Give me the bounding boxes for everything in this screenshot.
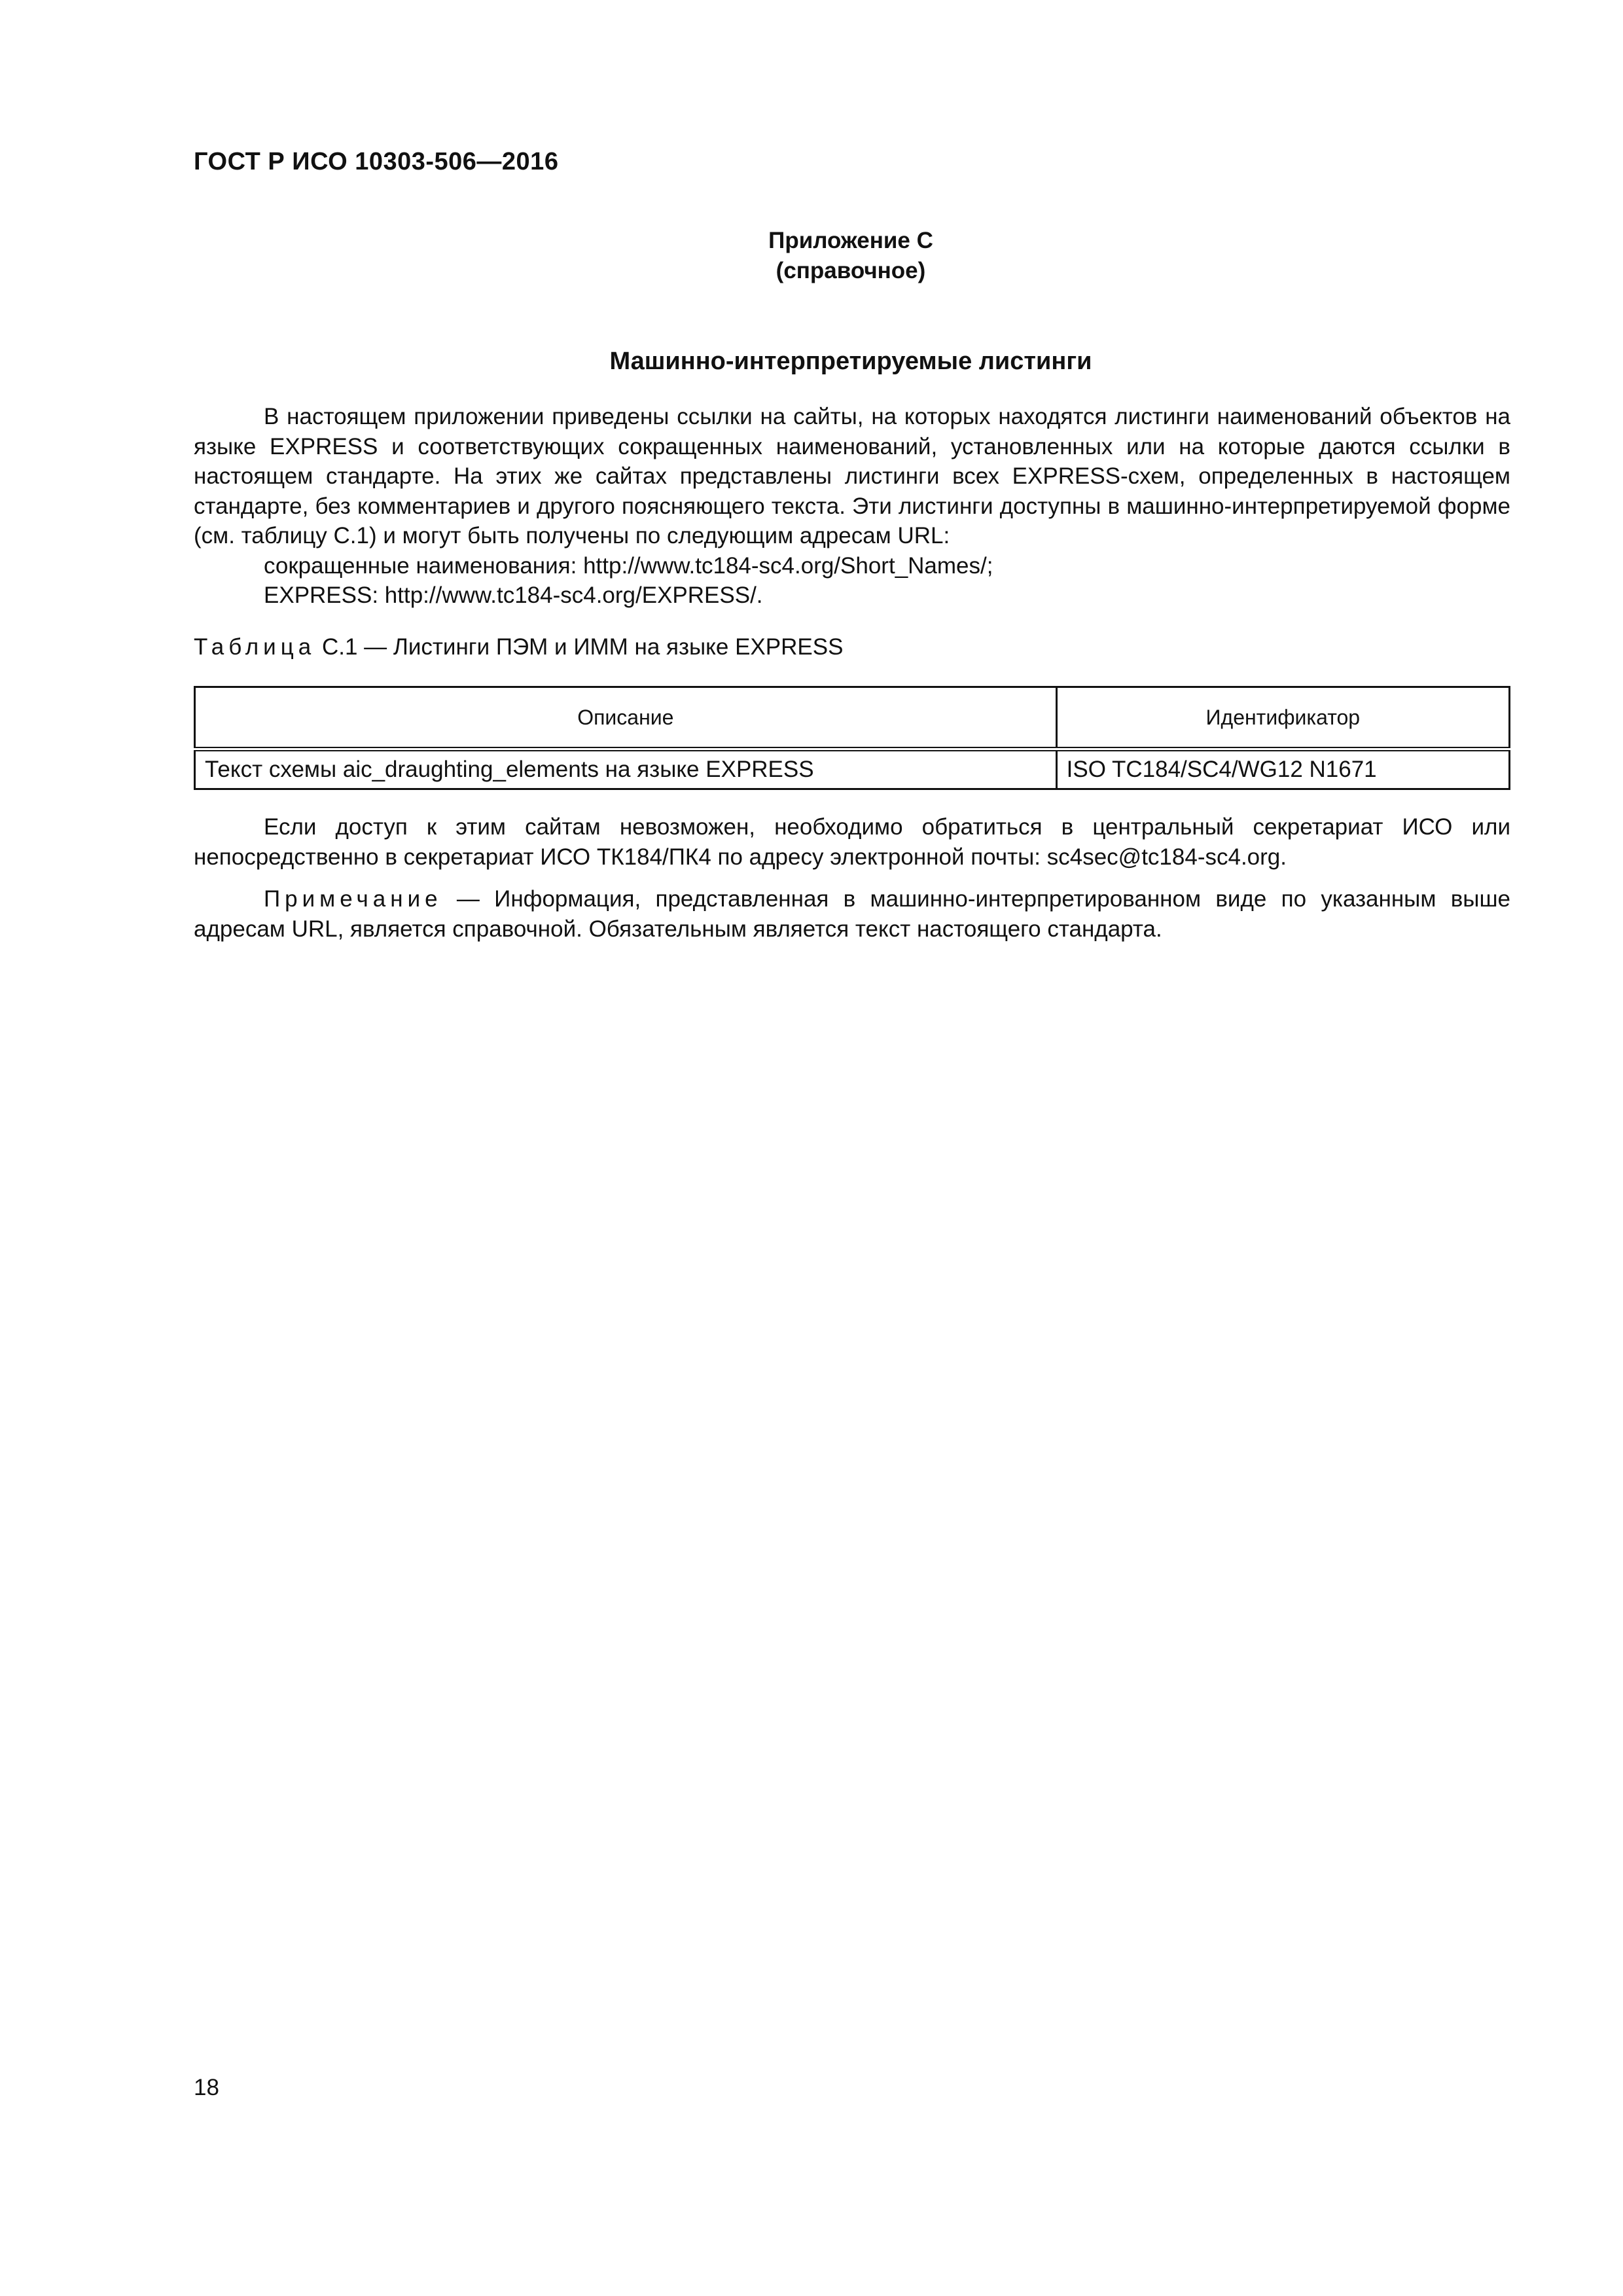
contact-paragraph: Если доступ к этим сайтам невозможен, необходимо обратиться в центральный секретариат ИСО или непосредственно в секретариат ИСО ТК184/ПК4 по адресу электронной почты: sc4sec@tc184-sc4.org. bbox=[194, 814, 1510, 870]
annex-title: Приложение С bbox=[768, 228, 933, 253]
standard-code: ГОСТ Р ИСО 10303-506—2016 bbox=[194, 148, 559, 175]
table-caption-label: Таблица bbox=[194, 634, 316, 660]
annex-heading bbox=[0, 226, 1623, 286]
section-title: Машинно-интерпретируемые листинги bbox=[609, 348, 1092, 375]
header-identifier: Идентификатор bbox=[1056, 687, 1509, 749]
short-names-link: сокращенные наименования: http://www.tc184-sc4.org/Short_Names/; bbox=[264, 552, 993, 579]
table-caption bbox=[194, 634, 843, 660]
table-caption-text: С.1 — Листинги ПЭМ и ИММ на языке EXPRESS bbox=[321, 634, 844, 660]
express-link: EXPRESS: http://www.tc184-sc4.org/EXPRESS/. bbox=[264, 583, 763, 608]
header-description: Описание bbox=[195, 687, 1057, 749]
listings-table bbox=[194, 686, 1510, 790]
cell-identifier: ISO TC184/SC4/WG12 N1671 bbox=[1056, 749, 1509, 789]
contact-block bbox=[194, 812, 1510, 872]
intro-paragraph: В настоящем приложении приведены ссылки на сайты, на которых находятся листинги наименований объектов на языке EXPRESS и соответствующих сокращенных наименований, установленных или на которые даются ссылки в настоящем стандарте. На этих же сайтах представлены листинги всех EXPRESS-схем, определенных в настоящем стандарте, без комментариев и другого поясняющего текста. Эти листинги доступны в машинно-интерпретируемой форме (см. таблицу С.1) и могут быть получены по следующим адресам URL: bbox=[194, 404, 1510, 548]
cell-description: Текст схемы aic_draughting_elements на языке EXPRESS bbox=[195, 749, 1057, 789]
note-text: — Информация, представленная в машинно-интерпретированном виде по указанным выше адресам URL, является справочной. Обязательным является текст настоящего стандарта. bbox=[194, 886, 1510, 942]
page-number: 18 bbox=[194, 2075, 219, 2100]
note-label: Примечание bbox=[264, 886, 442, 912]
table-header-row bbox=[195, 687, 1510, 749]
note-block bbox=[194, 884, 1510, 944]
table-row bbox=[195, 749, 1510, 789]
annex-subtitle: (справочное) bbox=[776, 258, 926, 283]
note-paragraph bbox=[194, 884, 1510, 944]
intro-block bbox=[194, 402, 1510, 611]
